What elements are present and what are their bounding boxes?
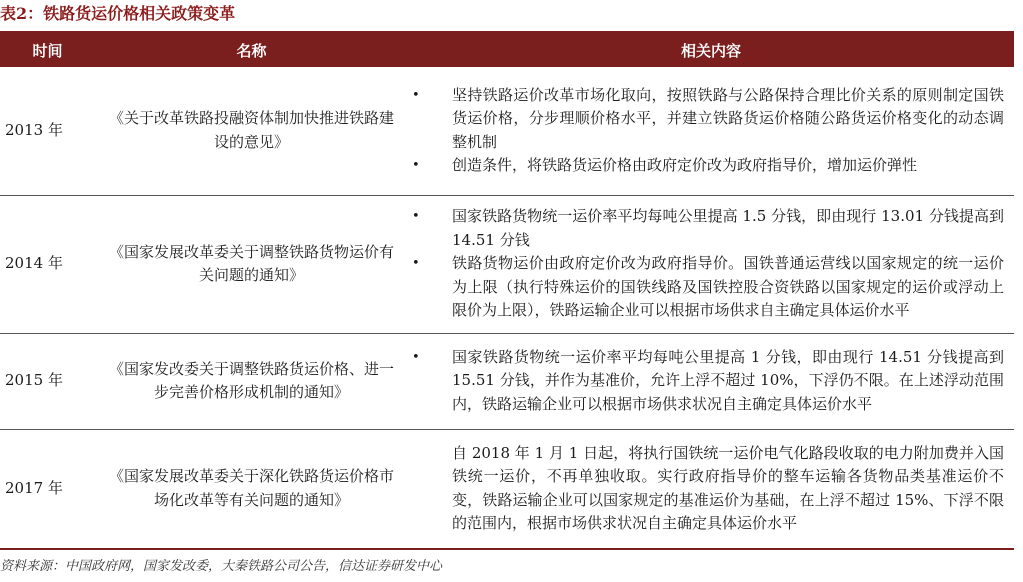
year-cell: 2013 年 (0, 67, 95, 195)
header-content: 相关内容 (408, 32, 1014, 67)
content-item: • 创造条件，将铁路货运价格由政府定价改为政府指导价，增加运价弹性 (408, 154, 1014, 178)
content-item: • 铁路货物运价由政府定价改为政府指导价。国铁普通运营线以国家规定的统一运价为上限（执行特殊运价的国铁线路及国铁控股合资铁路以国家规定的运价或浮动上限价为上限），铁路运输企业可以根据市场供求自主确定具体运价水平 (408, 252, 1014, 323)
year-cell: 2015 年 (0, 333, 95, 429)
content-cell (408, 429, 1014, 549)
content-list (408, 346, 1014, 417)
table-header-row (0, 32, 1014, 67)
table-row (0, 67, 1014, 195)
table-row (0, 333, 1014, 429)
content-item: 自 2018 年 1 月 1 日起，将执行国铁统一运价电气化路段收取的电力附加费并入国铁统一运价，不再单独收取。实行政府指导价的整车运输各货物品类基准运价不变，铁路运输企业可以国家规定的基准运价为基础，在上浮不超过 15%、下浮不限的范围内，根据市场供求状况自主确定具体运价水平 (452, 443, 1004, 533)
document-name-cell: 《国家发展改革委关于深化铁路货运价格市场化改革等有关问题的通知》 (95, 429, 408, 549)
table-row (0, 429, 1014, 549)
content-list (408, 205, 1014, 323)
header-time: 时间 (0, 32, 95, 67)
header-name: 名称 (95, 32, 408, 67)
content-item: • 国家铁路货物统一运价率平均每吨公里提高 1.5 分钱，即由现行 13.01 分钱提高到 14.51 分钱 (408, 205, 1014, 252)
policy-table (0, 31, 1014, 550)
document-name-cell: 《关于改革铁路投融资体制加快推进铁路建设的意见》 (95, 67, 408, 195)
content-cell (408, 195, 1014, 333)
content-cell (408, 67, 1014, 195)
source-note: 资料来源：中国政府网，国家发改委，大秦铁路公司公告，信达证券研发中心 (0, 559, 443, 574)
content-list (408, 442, 1014, 536)
year-cell: 2014 年 (0, 195, 95, 333)
content-item: • 国家铁路货物统一运价率平均每吨公里提高 1 分钱，即由现行 14.51 分钱提高到 15.51 分钱，并作为基准价，允许上浮不超过 10%，下浮仍不限。在上述浮动范围内，铁路运输企业可以根据市场供求状况自主确定具体运价水平 (408, 346, 1014, 417)
year-cell: 2017 年 (0, 429, 95, 549)
table-row (0, 195, 1014, 333)
content-cell (408, 333, 1014, 429)
content-item: • 坚持铁路运价改革市场化取向，按照铁路与公路保持合理比价关系的原则制定国铁货运价格，分步理顺价格水平，并建立铁路货运价格随公路货运价格变化的动态调整机制 (408, 84, 1014, 155)
table-caption: 表2：铁路货运价格相关政策变革 (0, 4, 236, 23)
document-name-cell: 《国家发展改革委关于调整铁路货物运价有关问题的通知》 (95, 195, 408, 333)
document-name-cell: 《国家发改委关于调整铁路货运价格、进一步完善价格形成机制的通知》 (95, 333, 408, 429)
content-list (408, 84, 1014, 178)
